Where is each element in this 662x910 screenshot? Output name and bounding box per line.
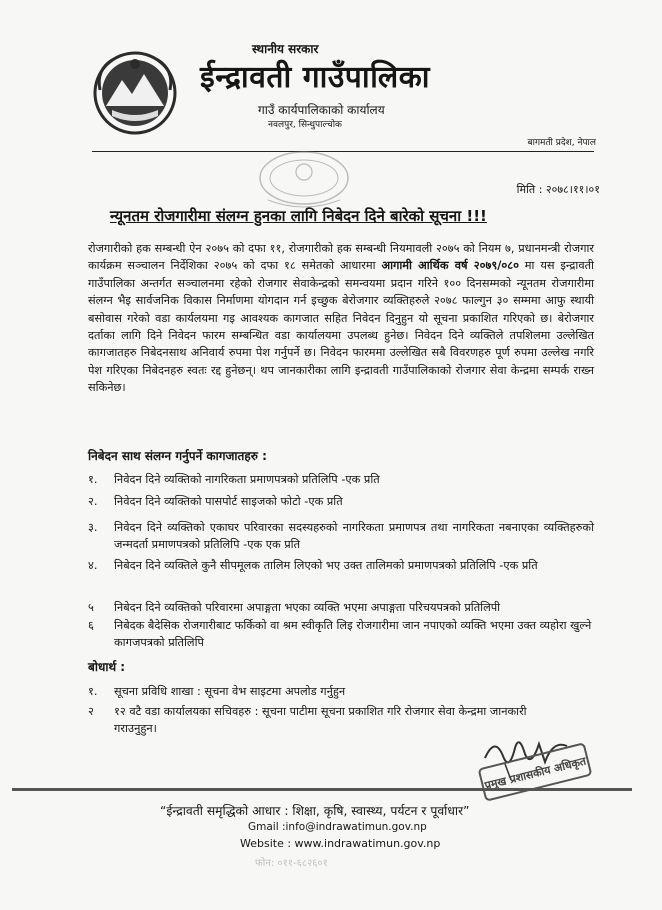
document-number: ३. [88, 521, 98, 534]
document-text: निबेदन दिने व्यक्तिको परिवारमा अपाङ्गता भएका व्यक्ति भएमा अपाङ्गता परिचयपत्रको प्रतिलिपी [114, 601, 501, 614]
document-number: ४. [88, 559, 98, 572]
footer-slogan: “ईन्द्रावती समृद्धिको आधार : शिक्षा, कृषि, स्वास्थ्य, पर्यटन र पूर्वाधार” [160, 804, 470, 818]
note-text: १२ वटै वडा कार्यालयका सचिवहरु : सूचना पाटीमा सूचना प्रकाशित गरि रोजगार सेवा केन्द्रमा जानकारी गराउनुहुन। [114, 705, 527, 735]
document-text: निवेदन दिने व्यक्तिको एकाघर परिवारका सदस्यहरुको नागरिकता प्रमाणपत्र तथा नागरिकता नबनाएका व्यक्तिहरुको जन्मदर्ता प्रमाणपत्रको प्रतिलिपि -एक एक प्रति [114, 521, 594, 551]
notice-date: मिति : २०७८।११।०१ [516, 183, 600, 196]
document-number: ६ [88, 619, 94, 632]
note-number: १. [88, 685, 98, 698]
footer-website: Website : www.indrawatimun.gov.np [240, 837, 441, 850]
office-address: नवलपुर, सिन्धुपाल्चोक [268, 120, 342, 130]
document-text: निबेदक बैदेसिक रोजगारीबाट फर्किको वा श्रम स्वीकृति लिइ रोजगारीमा जान नपाएको व्यक्ति भएमा उक्त व्यहोरा खुल्ने कागजपत्रको प्रतिलिपि [114, 619, 592, 649]
local-government-label: स्थानीय सरकार [252, 42, 319, 56]
notice-title: न्यूनतम रोजगारीमा संलग्न हुनका लागि निबेदन दिने बारेको सूचना !!! [110, 207, 487, 225]
document-text: निवेदन दिने व्यक्तिको नागरिकता प्रमाणपत्रको प्रतिलिपि -एक प्रति [114, 473, 380, 486]
body-fiscal-year: आगामी आर्थिक वर्ष २०७९/०८० [381, 259, 519, 273]
document-text: निबेदन दिने व्यक्तिले कुनै सीपमूलक तालिम लिएको भए उक्त तालिमको प्रमाणपत्रको प्रतिलिपि -एक प्रति [114, 559, 538, 572]
province-label: बागमती प्रदेश, नेपाल [527, 138, 596, 148]
document-number: २. [88, 495, 98, 508]
office-name: गाउँ कार्यपालिकाको कार्यालय [258, 103, 385, 117]
note-number: २ [88, 705, 94, 718]
body-text-part2: मा यस इन्द्रावती गाउँपालिका अन्तर्गत सञ्चालनमा रहेको रोजगार सेवाकेन्द्रको समन्वयमा प्रदान गरिने १०० दिनसम्मको न्यूनतम रोजगारीमा संलग्न भैइ सार्वजनिक विकास निर्माणमा योगदान गर्न इच्छुक बेरोजगार व्यक्तिहरुले २०७८ फाल्गुन ३० सम्ममा आफु स्थायी बसोवास गरेको वडा कार्यलयमा गइ आवश्यक कागजात सहित निवेदन दिनुहुन यो सूचना प्रकाशित गरिएको छ। बेरोजगार दर्ताका लागि दिने निवेदन फारम सम्बन्धित वडा कार्यालयमा उपलब्ध हुनेछ। निवेदन दिने व्यक्तिले तपशिलमा उल्लेखित कागजातहरु निबेदनसाथ अनिवार्य रुपमा पेश गर्नुपर्ने छ। निवेदन फारममा उल्लेखित सबै विवरणहरु पूर्ण रुपमा उल्लेख नगरि पेश गरिएका निबेदनहरु स्वतः रद्द हुनेछन्। थप जानकारीका लागि इन्द्रावती गाउँपालिकाको रोजगार सेवा केन्द्रमा सम्पर्क राख्न सकिनेछ। [88, 259, 594, 395]
nepal-emblem-logo [92, 50, 178, 136]
note-text: सूचना प्रविधि शाखा : सूचना वेभ साइटमा अपलोड गर्नुहुन [114, 685, 346, 698]
document-text: निवेदन दिने व्यक्तिको पासपोर्ट साइजको फोटो -एक प्रति [114, 495, 343, 508]
document-number: ५ [88, 601, 94, 614]
footer-email: Gmail :info@indrawatimun.gov.np [248, 821, 427, 833]
body-text-part1: रोजगारीको हक सम्बन्धी ऐन २०७५ को दफा ११, रोजगारीको हक सम्बन्धी नियमावली २०७५ को नियम ७, प्रधानमन्त्री रोजगार कार्यक्रम सञ्चालन निर्देशिका २०७५ को दफा १८ समेतको आधारमा [88, 242, 594, 273]
footer-divider [12, 788, 632, 791]
document-number: १. [88, 473, 98, 486]
documents-heading: निबेदन साथ संलग्न गर्नुपर्ने कागजातहरु : [88, 449, 267, 463]
notice-body [88, 240, 594, 397]
footer-phone: फोन: ०११-६८२६०१ [255, 858, 328, 869]
municipality-name: ईन्द्रावती गाउँपालिका [200, 60, 431, 95]
stamp-text: प्रमुख प्रशासकीय अधिकृत [483, 754, 588, 793]
notes-heading: बोधार्थ : [88, 660, 126, 674]
